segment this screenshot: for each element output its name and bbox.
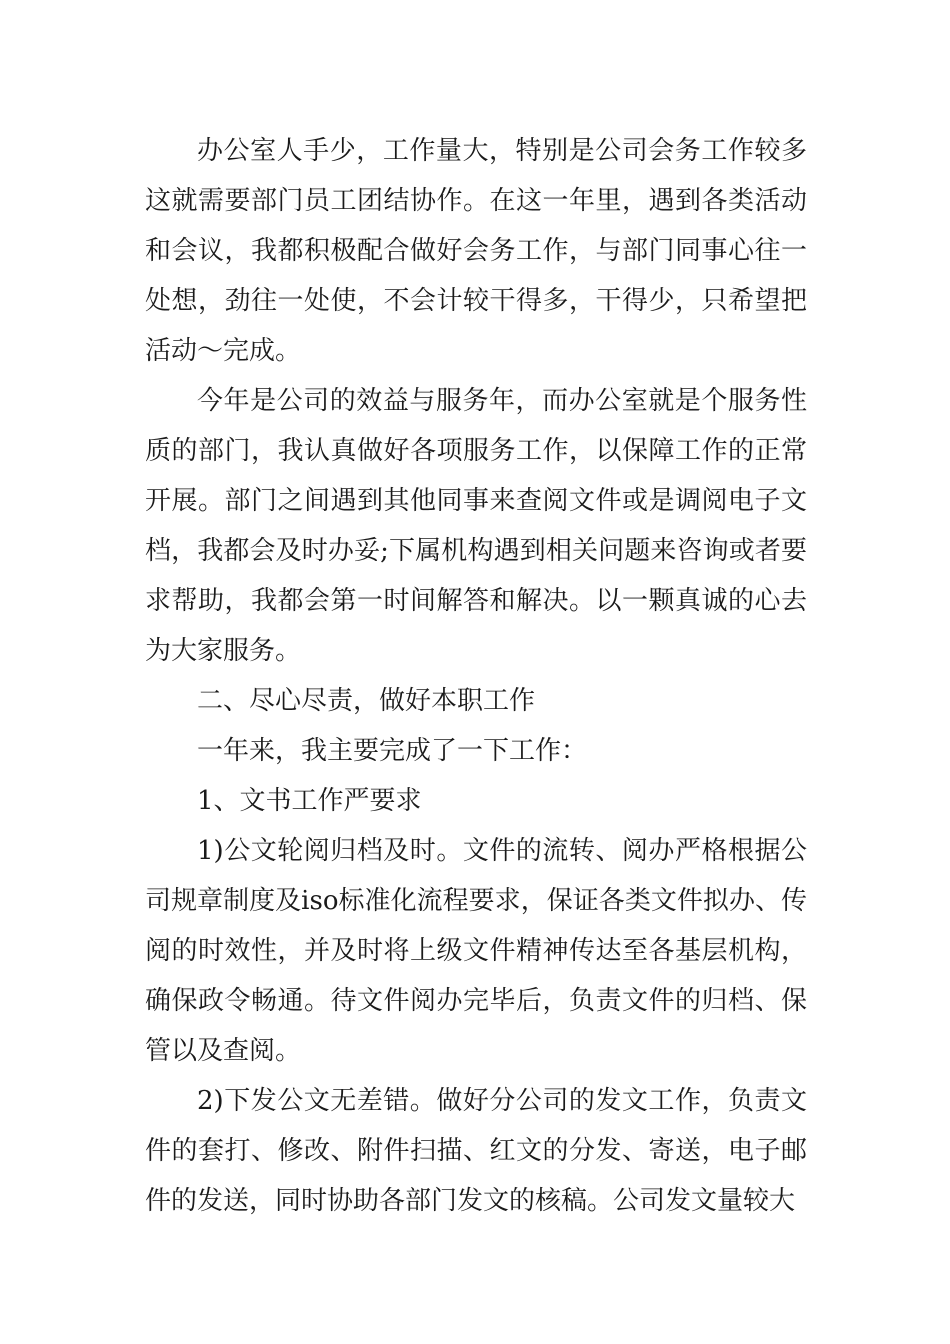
list-item-archiving: 1)公文轮阅归档及时。文件的流转、阅办严格根据公司规章制度及iso标准化流程要求，保证各类文件拟办、传阅的时效性，并及时将上级文件精神传达至各基层机构，确保政令畅通。待文件阅办完毕后，负责文件的归档、保管以及查阅。 bbox=[145, 836, 807, 1066]
paragraph-intro: 一年来，我主要完成了一下工作： bbox=[197, 736, 588, 766]
paragraph-teamwork: 办公室人手少，工作量大，特别是公司会务工作较多这就需要部门员工团结协作。在这一年里，遇到各类活动和会议，我都积极配合做好会务工作，与部门同事心往一处想，劲往一处使，不会计较干得多，干得少，只希望把活动～完成。 bbox=[145, 136, 807, 366]
paragraph-service: 今年是公司的效益与服务年，而办公室就是个服务性质的部门，我认真做好各项服务工作，以保障工作的正常开展。部门之间遇到其他同事来查阅文件或是调阅电子文档，我都会及时办妥;下属机构遇到相关问题来咨询或者要求帮助，我都会第一时间解答和解决。以一颗真诚的心去为大家服务。 bbox=[145, 386, 807, 666]
section-heading: 二、尽心尽责，做好本职工作 bbox=[197, 686, 536, 716]
list-item-dispatch: 2)下发公文无差错。做好分公司的发文工作，负责文件的套打、修改、附件扫描、红文的分发、寄送，电子邮件的发送，同时协助各部门发文的核稿。公司发文量较大 bbox=[145, 1086, 807, 1216]
document-body bbox=[145, 126, 807, 1226]
subsection-heading: 1、文书工作严要求 bbox=[197, 786, 422, 816]
